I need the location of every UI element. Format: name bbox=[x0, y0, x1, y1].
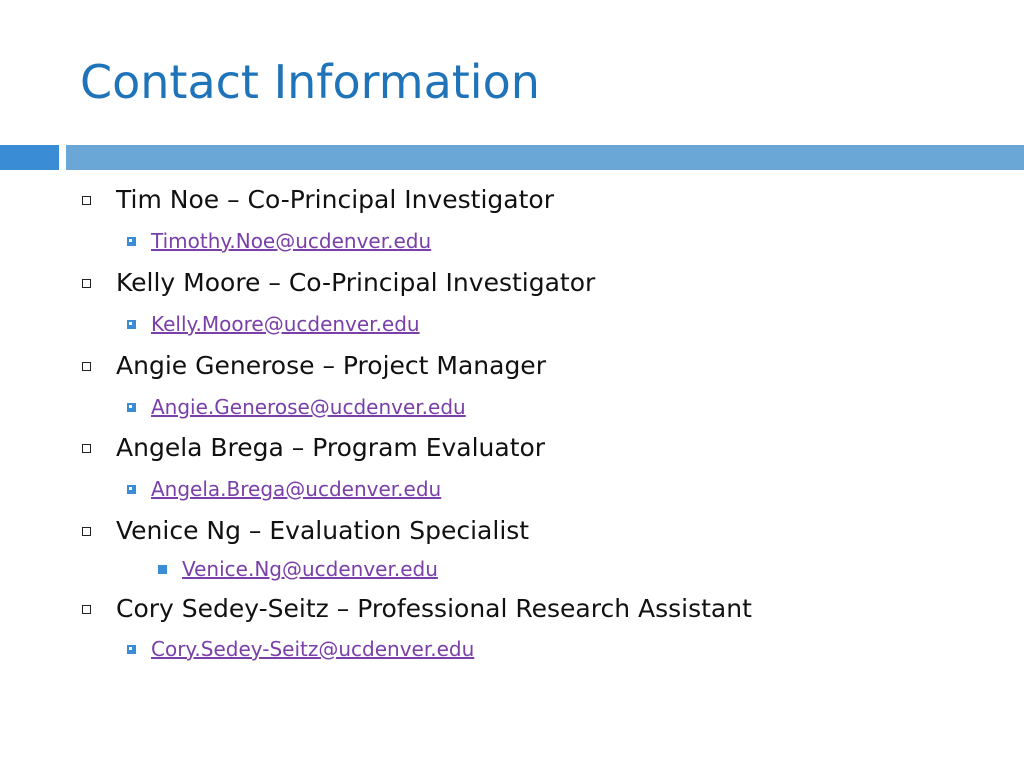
square-bullet-icon bbox=[127, 237, 136, 246]
contact-separator: – bbox=[314, 351, 343, 380]
title-accent-bar-right bbox=[66, 145, 1024, 170]
contact-email-item bbox=[151, 227, 431, 255]
square-bullet-icon bbox=[158, 565, 167, 574]
contact-name: Tim Noe bbox=[116, 185, 220, 214]
email-link[interactable]: Angela.Brega@ucdenver.edu bbox=[151, 477, 442, 501]
contact-email-item bbox=[151, 475, 441, 503]
hollow-square-bullet-icon bbox=[82, 605, 91, 614]
contact-item bbox=[116, 349, 546, 383]
contact-email-item bbox=[151, 635, 474, 663]
contact-name: Angela Brega bbox=[116, 433, 284, 462]
contact-item bbox=[116, 514, 529, 548]
contact-role: Evaluation Specialist bbox=[269, 516, 530, 545]
contact-name: Venice Ng bbox=[116, 516, 241, 545]
contact-item bbox=[116, 431, 545, 465]
email-link[interactable]: Kelly.Moore@ucdenver.edu bbox=[151, 312, 420, 336]
email-link[interactable]: Venice.Ng@ucdenver.edu bbox=[182, 557, 438, 581]
hollow-square-bullet-icon bbox=[82, 362, 91, 371]
contact-separator: – bbox=[219, 185, 248, 214]
contact-item bbox=[116, 183, 554, 217]
contact-item bbox=[116, 266, 595, 300]
contact-email-item bbox=[151, 310, 420, 338]
contact-role: Co-Principal Investigator bbox=[247, 185, 554, 214]
contact-role: Co-Principal Investigator bbox=[288, 268, 596, 297]
contact-separator: – bbox=[240, 516, 270, 545]
contact-role: Program Evaluator bbox=[312, 433, 546, 462]
contact-separator: – bbox=[260, 268, 289, 297]
contact-email-item bbox=[182, 555, 438, 583]
contact-name: Angie Generose bbox=[116, 351, 315, 380]
hollow-square-bullet-icon bbox=[82, 444, 91, 453]
square-bullet-icon bbox=[127, 485, 136, 494]
hollow-square-bullet-icon bbox=[82, 527, 91, 536]
contact-separator: – bbox=[328, 594, 358, 623]
email-link[interactable]: Cory.Sedey-Seitz@ucdenver.edu bbox=[151, 637, 475, 661]
title-accent-bar-left bbox=[0, 145, 59, 170]
contact-role: Project Manager bbox=[342, 351, 546, 380]
email-link[interactable]: Angie.Generose@ucdenver.edu bbox=[151, 395, 466, 419]
square-bullet-icon bbox=[127, 320, 136, 329]
email-link[interactable]: Timothy.Noe@ucdenver.edu bbox=[151, 229, 432, 253]
contact-separator: – bbox=[283, 433, 313, 462]
contact-name: Kelly Moore bbox=[116, 268, 261, 297]
square-bullet-icon bbox=[127, 645, 136, 654]
contact-name: Cory Sedey-Seitz bbox=[116, 594, 329, 623]
hollow-square-bullet-icon bbox=[82, 196, 91, 205]
contact-item bbox=[116, 592, 752, 626]
contact-role: Professional Research Assistant bbox=[357, 594, 752, 623]
contact-email-item bbox=[151, 393, 466, 421]
hollow-square-bullet-icon bbox=[82, 279, 91, 288]
square-bullet-icon bbox=[127, 403, 136, 412]
slide-title: Contact Information bbox=[80, 55, 540, 109]
